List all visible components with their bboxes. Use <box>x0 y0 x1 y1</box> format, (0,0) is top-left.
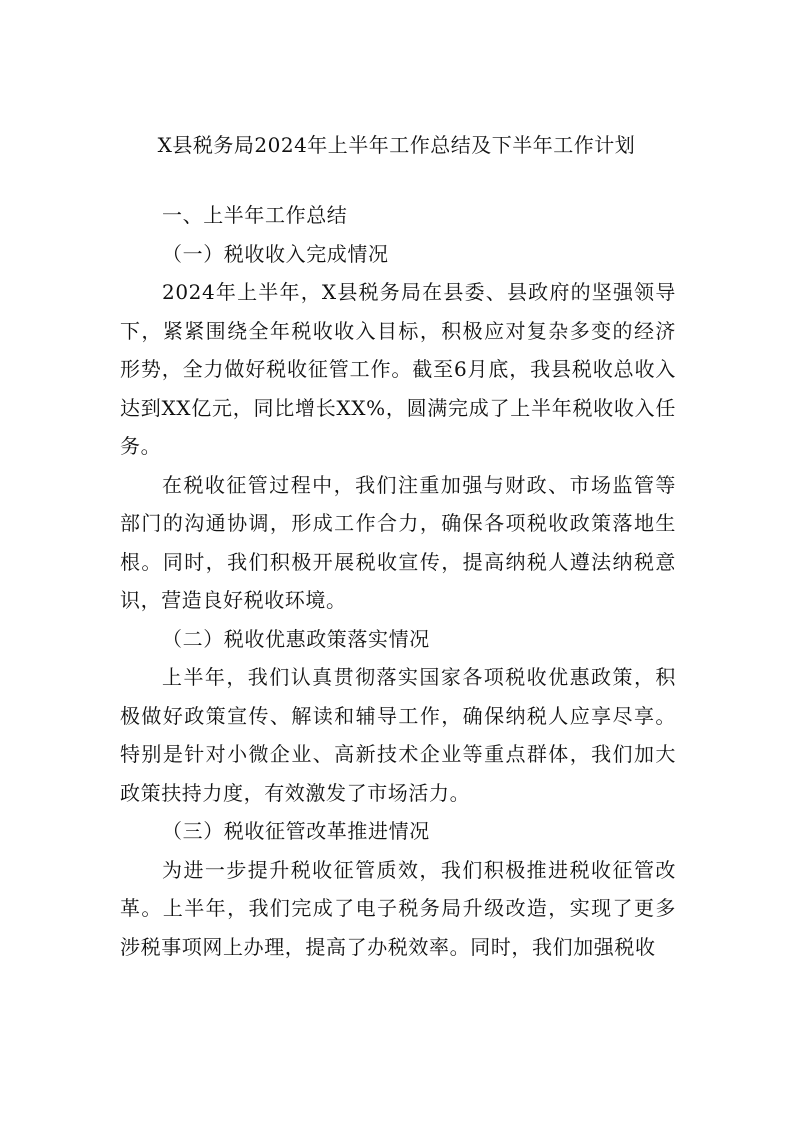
document-body <box>120 196 676 966</box>
subsection-heading: （三）税收征管改革推进情况 <box>162 819 430 843</box>
body-paragraph: 上半年，我们认真贯彻落实国家各项税收优惠政策，积极做好政策宣传、解读和辅导工作，确保纳税人应享尽享。特别是针对小微企业、高新技术企业等重点群体，我们加大政策扶持力度，有效激发了市场活力。 <box>120 665 676 805</box>
subsection-heading: （二）税收优惠政策落实情况 <box>162 626 430 651</box>
body-paragraph: 2024年上半年，X县税务局在县委、县政府的坚强领导下，紧紧围绕全年税收收入目标，积极应对复杂多变的经济形势，全力做好税收征管工作。截至6月底，我县税收总收入达到XX亿元，同比增长XX%，圆满完成了上半年税收收入任务。 <box>120 280 676 458</box>
document-title: X县税务局2024年上半年工作总结及下半年工作计划 <box>157 133 636 157</box>
body-paragraph: 在税收征管过程中，我们注重加强与财政、市场监管等部门的沟通协调，形成工作合力，确保各项税收政策落地生根。同时，我们积极开展税收宣传，提高纳税人遵法纳税意识，营造良好税收环境。 <box>120 472 676 612</box>
subsection-heading: （一）税收收入完成情况 <box>162 241 389 266</box>
body-paragraph: 为进一步提升税收征管质效，我们积极推进税收征管改革。上半年，我们完成了电子税务局升级改造，实现了更多涉税事项网上办理，提高了办税效率。同时，我们加强税收 <box>120 857 676 959</box>
section-heading: 一、上半年工作总结 <box>162 203 348 227</box>
